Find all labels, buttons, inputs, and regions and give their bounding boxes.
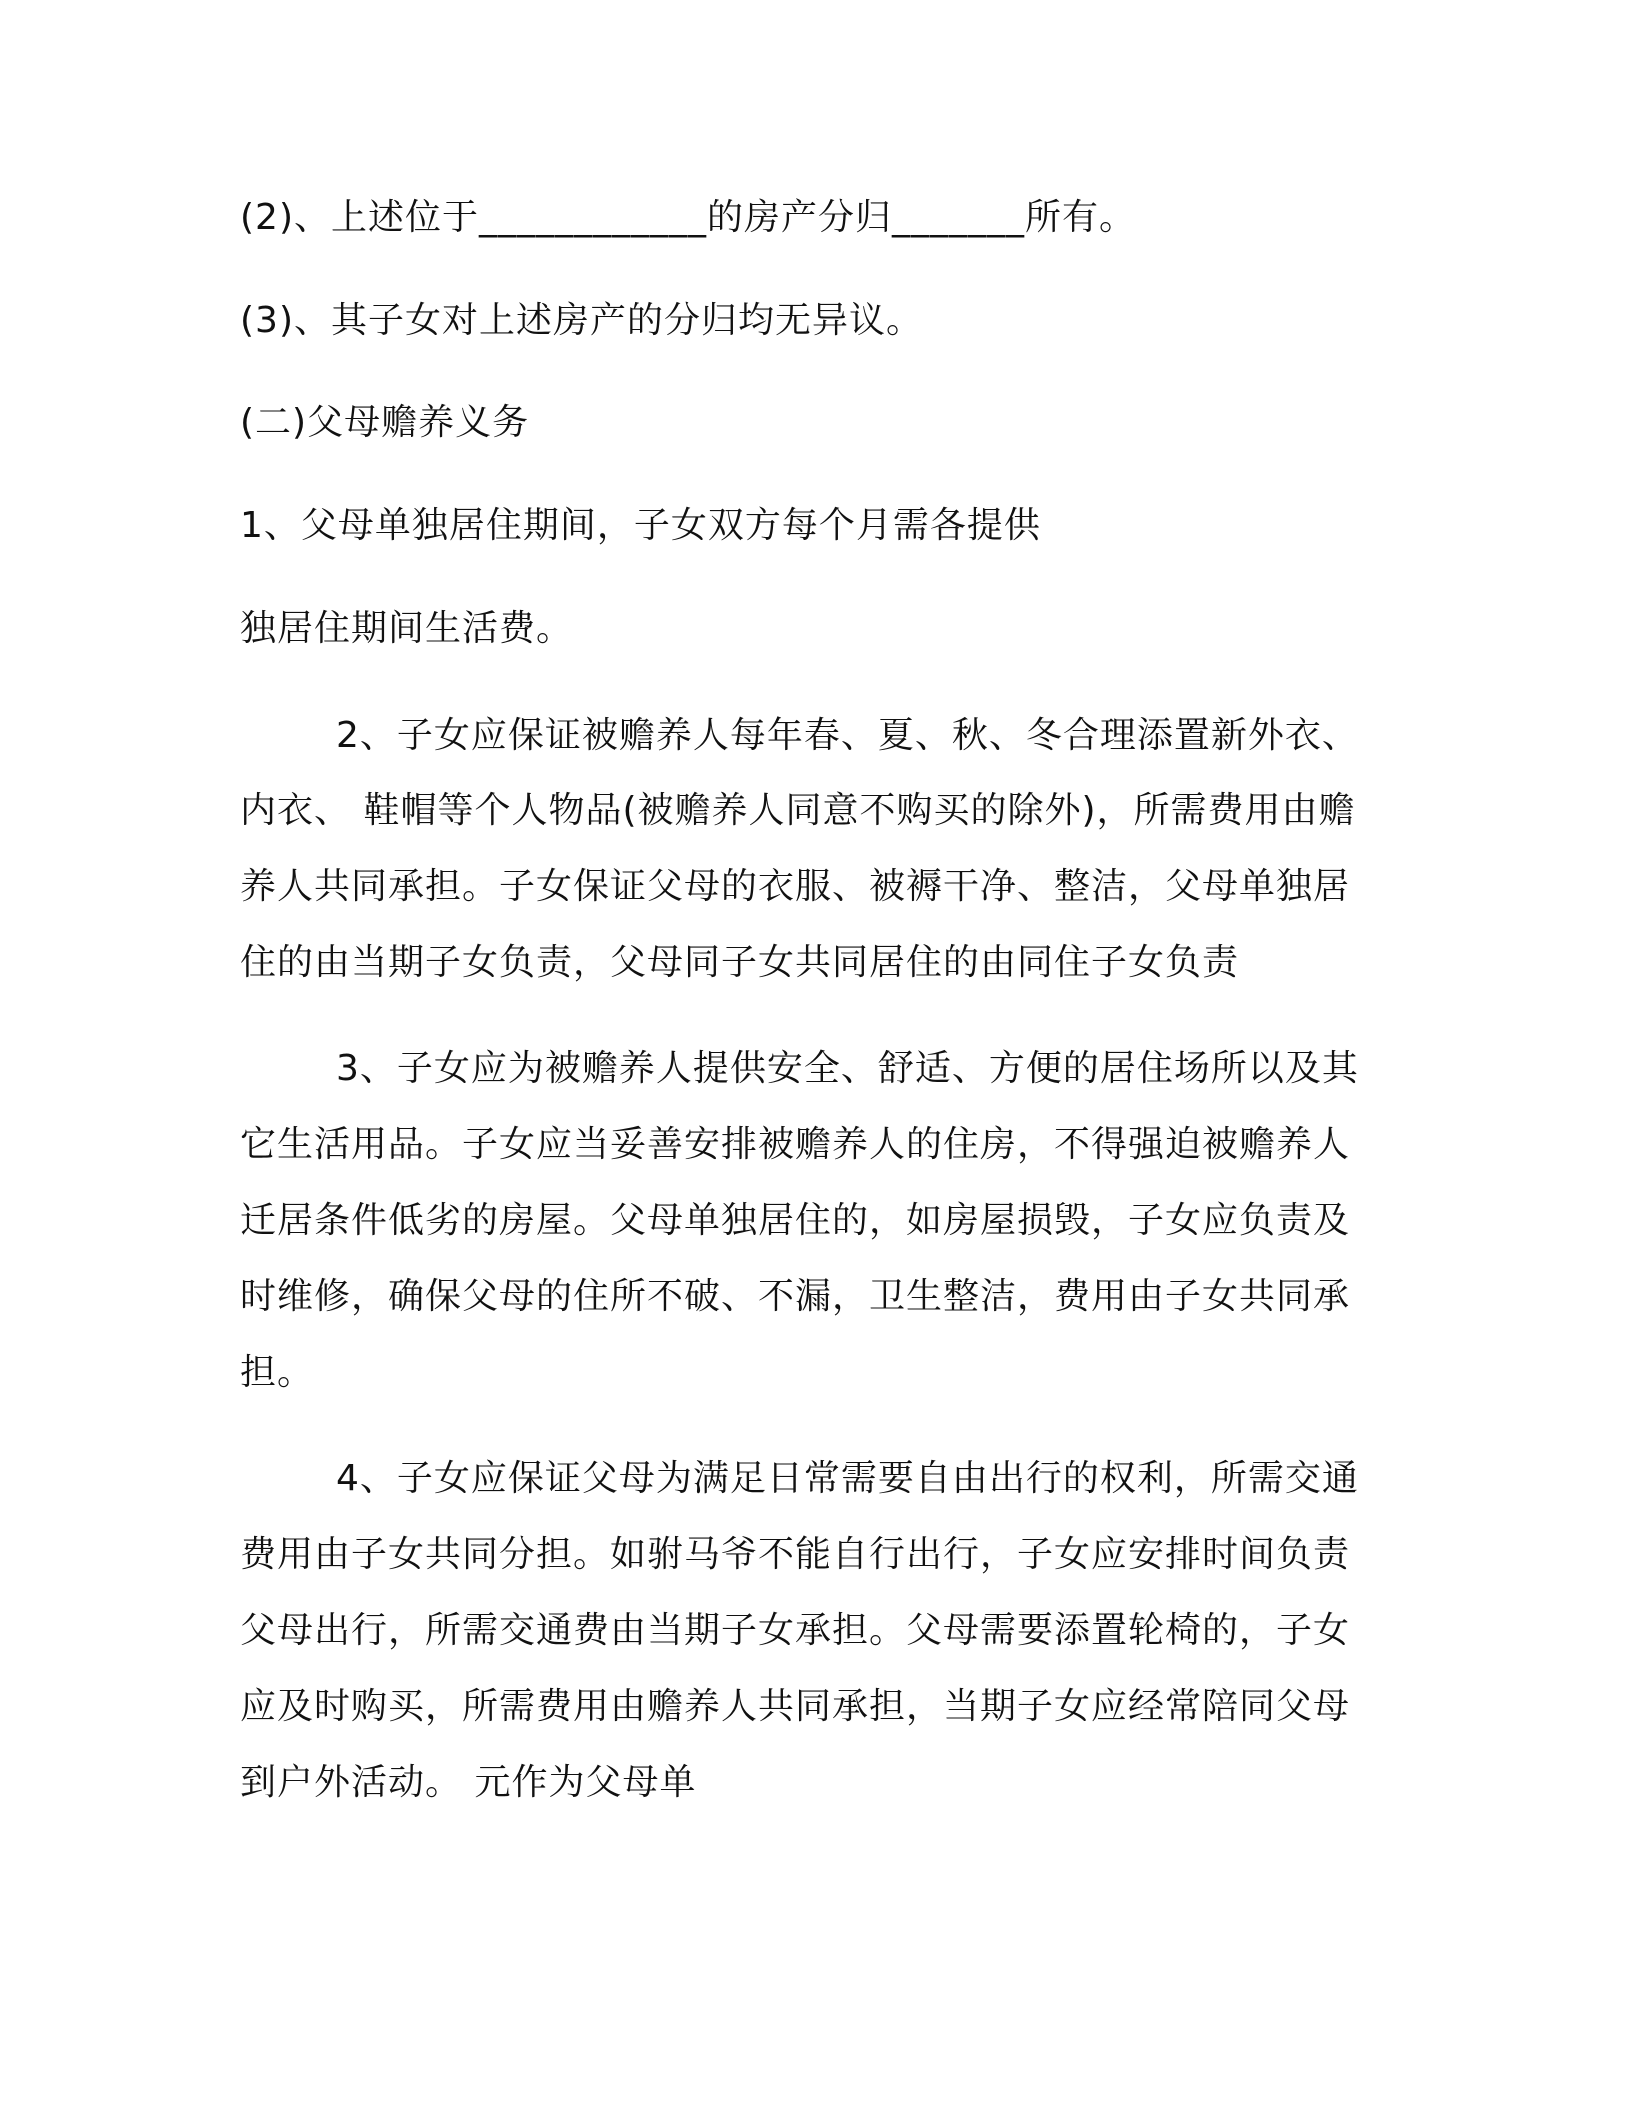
item-3-line-4: 时维修，确保父母的住所不破、不漏，卫生整洁，费用由子女共同承 bbox=[240, 1276, 1351, 1317]
item-4-line-2: 费用由子女共同分担。如驸马爷不能自行出行，子女应安排时间负责 bbox=[240, 1534, 1351, 1575]
item-3-line-3: 迁居条件低劣的房屋。父母单独居住的，如房屋损毁，子女应负责及 bbox=[240, 1200, 1351, 1241]
item-3-line-5: 担。 bbox=[240, 1352, 315, 1393]
item-2-line-1: 2、子女应保证被赡养人每年春、夏、秋、冬合理添置新外衣、 bbox=[336, 715, 1359, 756]
item-4-line-5: 到户外活动。 元作为父母单 bbox=[240, 1762, 697, 1803]
item-1-line-1: 1、父母单独居住期间，子女双方每个月需各提供 bbox=[240, 505, 1041, 546]
item-4-line-4: 应及时购买，所需费用由赡养人共同承担，当期子女应经常陪同父母 bbox=[240, 1686, 1351, 1727]
item-1-line-2: 独居住期间生活费。 bbox=[240, 608, 574, 649]
item-3-line-2: 它生活用品。子女应当妥善安排被赡养人的住房，不得强迫被赡养人 bbox=[240, 1124, 1351, 1165]
item-2-line-3: 养人共同承担。子女保证父母的衣服、被褥干净、整洁，父母单独居 bbox=[240, 866, 1351, 907]
item-2-line-4: 住的由当期子女负责，父母同子女共同居住的由同住子女负责 bbox=[240, 942, 1240, 983]
item-2-line-2: 内衣、 鞋帽等个人物品(被赡养人同意不购买的除外)，所需费用由赡 bbox=[240, 790, 1356, 831]
item-4-line-3: 父母出行，所需交通费由当期子女承担。父母需要添置轮椅的，子女 bbox=[240, 1610, 1351, 1651]
clause-3-no-objection: (3)、其子女对上述房产的分归均无异议。 bbox=[240, 300, 923, 341]
clause-2-property-line: (2)、上述位于____________的房产分归_______所有。 bbox=[240, 197, 1136, 238]
item-4-line-1: 4、子女应保证父母为满足日常需要自由出行的权利，所需交通 bbox=[336, 1458, 1359, 1499]
item-3-line-1: 3、子女应为被赡养人提供安全、舒适、方便的居住场所以及其 bbox=[336, 1048, 1359, 1089]
section-heading-support-duty: (二)父母赡养义务 bbox=[240, 402, 530, 443]
